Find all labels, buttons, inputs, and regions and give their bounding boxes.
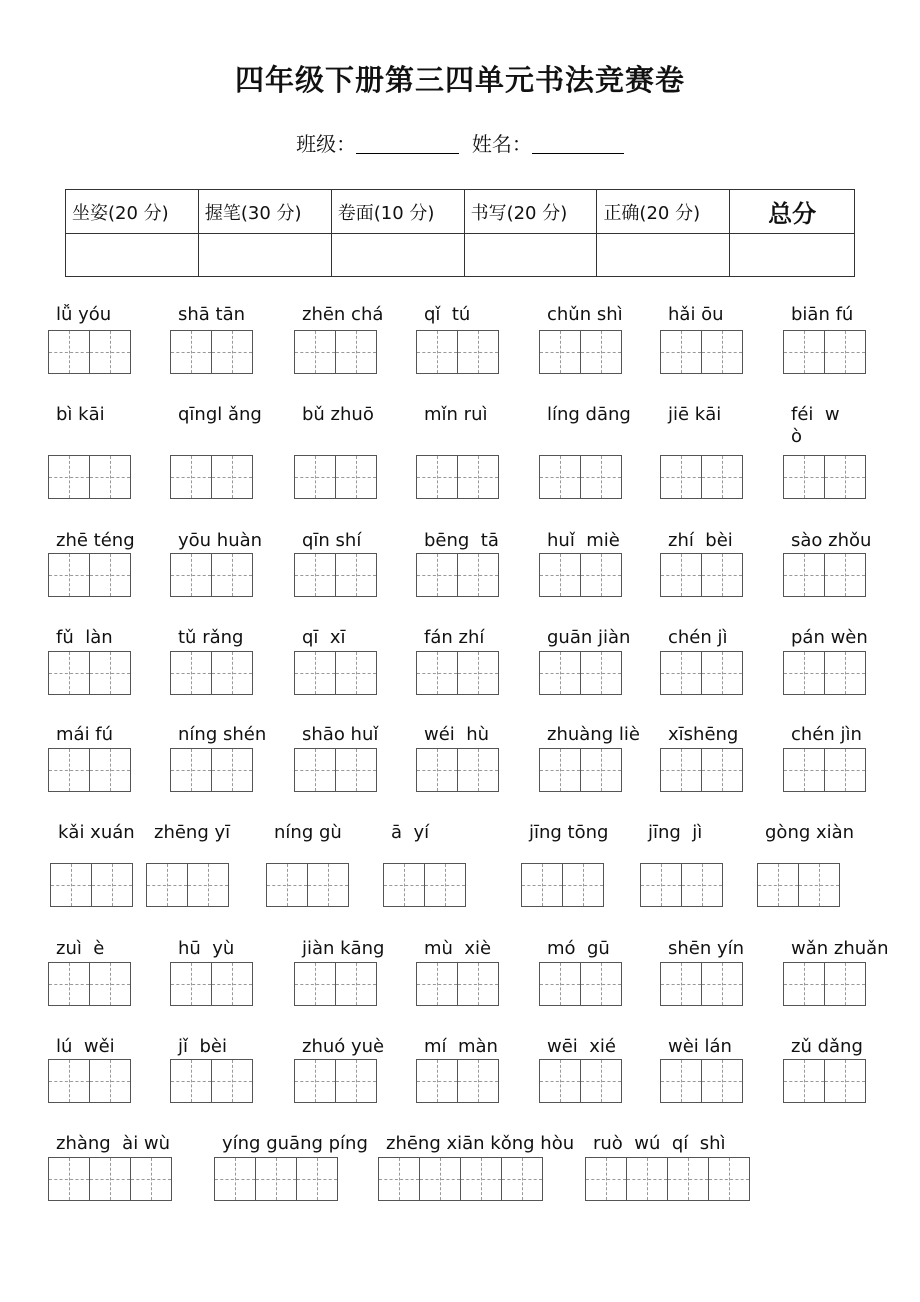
writing-grid bbox=[585, 1157, 750, 1201]
pinyin-label: zhē téng bbox=[56, 530, 135, 551]
writing-cell[interactable] bbox=[460, 1157, 502, 1201]
writing-grid bbox=[416, 651, 499, 695]
writing-grid bbox=[50, 863, 133, 907]
writing-grid bbox=[416, 330, 499, 374]
writing-cell[interactable] bbox=[48, 553, 90, 597]
pinyin-label: lú wěi bbox=[56, 1036, 115, 1057]
writing-cell[interactable] bbox=[416, 1059, 458, 1103]
score-table bbox=[65, 189, 855, 277]
writing-cell[interactable] bbox=[539, 455, 581, 499]
writing-cell[interactable] bbox=[170, 651, 212, 695]
pinyin-label: lǚ yóu bbox=[56, 304, 112, 325]
pinyin-label: chén jìn bbox=[791, 724, 862, 745]
writing-grid bbox=[214, 1157, 338, 1201]
writing-grid bbox=[48, 1157, 172, 1201]
pinyin-label: níng gù bbox=[274, 822, 342, 843]
writing-cell[interactable] bbox=[539, 748, 581, 792]
writing-grid bbox=[48, 455, 131, 499]
pinyin-label: gòng xiàn bbox=[765, 822, 855, 843]
writing-grid bbox=[416, 455, 499, 499]
writing-cell[interactable] bbox=[580, 1059, 622, 1103]
writing-cell[interactable] bbox=[457, 553, 499, 597]
writing-grid bbox=[48, 962, 131, 1006]
writing-grid bbox=[783, 455, 866, 499]
writing-cell[interactable] bbox=[48, 1157, 90, 1201]
writing-grid bbox=[660, 1059, 743, 1103]
writing-cell[interactable] bbox=[335, 748, 377, 792]
writing-cell[interactable] bbox=[416, 455, 458, 499]
score-cell[interactable] bbox=[331, 234, 464, 277]
pinyin-label: jīng jì bbox=[648, 822, 703, 843]
writing-cell[interactable] bbox=[294, 651, 336, 695]
writing-cell[interactable] bbox=[501, 1157, 543, 1201]
writing-cell[interactable] bbox=[170, 962, 212, 1006]
writing-grid bbox=[378, 1157, 543, 1201]
writing-cell[interactable] bbox=[294, 962, 336, 1006]
writing-grid bbox=[170, 962, 253, 1006]
writing-cell[interactable] bbox=[580, 962, 622, 1006]
writing-cell[interactable] bbox=[701, 962, 743, 1006]
writing-cell[interactable] bbox=[255, 1157, 297, 1201]
writing-cell[interactable] bbox=[783, 330, 825, 374]
page-title: 四年级下册第三四单元书法竞赛卷 bbox=[234, 63, 685, 97]
writing-grid bbox=[660, 748, 743, 792]
writing-cell[interactable] bbox=[335, 455, 377, 499]
score-header-writing: 书写(20 分) bbox=[464, 190, 597, 234]
pinyin-label: jīng tōng bbox=[529, 822, 609, 843]
pinyin-label: qǐ tú bbox=[424, 304, 471, 325]
pinyin-label: féi w ò bbox=[791, 404, 840, 447]
writing-cell[interactable] bbox=[266, 863, 308, 907]
writing-cell[interactable] bbox=[708, 1157, 750, 1201]
pinyin-label: jiē kāi bbox=[668, 404, 722, 425]
writing-cell[interactable] bbox=[48, 962, 90, 1006]
writing-grid bbox=[294, 553, 377, 597]
pinyin-label: biān fú bbox=[791, 304, 854, 325]
writing-grid bbox=[539, 1059, 622, 1103]
writing-cell[interactable] bbox=[824, 1059, 866, 1103]
writing-grid bbox=[539, 455, 622, 499]
score-header-grip: 握笔(30 分) bbox=[198, 190, 331, 234]
writing-grid bbox=[783, 962, 866, 1006]
writing-cell[interactable] bbox=[89, 455, 131, 499]
writing-grid bbox=[660, 962, 743, 1006]
writing-cell[interactable] bbox=[660, 553, 702, 597]
writing-cell[interactable] bbox=[660, 455, 702, 499]
writing-cell[interactable] bbox=[667, 1157, 709, 1201]
pinyin-label: mó gū bbox=[547, 938, 610, 959]
pinyin-label: mái fú bbox=[56, 724, 114, 745]
writing-cell[interactable] bbox=[701, 330, 743, 374]
writing-cell[interactable] bbox=[580, 553, 622, 597]
writing-cell[interactable] bbox=[660, 1059, 702, 1103]
name-bar bbox=[0, 128, 920, 157]
writing-cell[interactable] bbox=[457, 962, 499, 1006]
pinyin-label: zhuó yuè bbox=[302, 1036, 385, 1057]
pinyin-label: zhēng xiān kǒng hòu bbox=[386, 1133, 575, 1154]
writing-cell[interactable] bbox=[783, 455, 825, 499]
writing-cell[interactable] bbox=[170, 748, 212, 792]
pinyin-label: yōu huàn bbox=[178, 530, 263, 551]
score-value-row bbox=[66, 234, 855, 277]
pinyin-label: wèi lán bbox=[668, 1036, 732, 1057]
writing-cell[interactable] bbox=[457, 455, 499, 499]
writing-grid bbox=[521, 863, 604, 907]
pinyin-label: zhàng ài wù bbox=[56, 1133, 171, 1154]
score-cell[interactable] bbox=[66, 234, 199, 277]
pinyin-label: zhí bèi bbox=[668, 530, 733, 551]
writing-grid bbox=[783, 748, 866, 792]
pinyin-label: mù xiè bbox=[424, 938, 492, 959]
writing-cell[interactable] bbox=[89, 330, 131, 374]
writing-grid bbox=[660, 330, 743, 374]
writing-cell[interactable] bbox=[294, 748, 336, 792]
pinyin-label: ruò wú qí shì bbox=[593, 1133, 726, 1154]
writing-cell[interactable] bbox=[211, 553, 253, 597]
writing-cell[interactable] bbox=[294, 1059, 336, 1103]
writing-cell[interactable] bbox=[539, 962, 581, 1006]
writing-cell[interactable] bbox=[89, 553, 131, 597]
writing-cell[interactable] bbox=[416, 651, 458, 695]
pinyin-label: mǐn ruì bbox=[424, 404, 488, 425]
writing-cell[interactable] bbox=[48, 330, 90, 374]
writing-cell[interactable] bbox=[783, 962, 825, 1006]
writing-cell[interactable] bbox=[457, 748, 499, 792]
writing-cell[interactable] bbox=[307, 863, 349, 907]
pinyin-label: zhēn chá bbox=[302, 304, 384, 325]
pinyin-label: mí màn bbox=[424, 1036, 498, 1057]
writing-cell[interactable] bbox=[585, 1157, 627, 1201]
writing-grid bbox=[783, 651, 866, 695]
writing-cell[interactable] bbox=[660, 330, 702, 374]
writing-cell[interactable] bbox=[130, 1157, 172, 1201]
writing-cell[interactable] bbox=[824, 553, 866, 597]
pinyin-label: jǐ bèi bbox=[178, 1036, 227, 1057]
name-blank[interactable] bbox=[532, 133, 624, 154]
writing-cell[interactable] bbox=[539, 1059, 581, 1103]
writing-cell[interactable] bbox=[91, 863, 133, 907]
writing-cell[interactable] bbox=[48, 651, 90, 695]
class-blank[interactable] bbox=[356, 133, 459, 154]
score-header-row bbox=[66, 190, 855, 234]
writing-cell[interactable] bbox=[824, 748, 866, 792]
score-cell[interactable] bbox=[198, 234, 331, 277]
writing-grid bbox=[640, 863, 723, 907]
writing-cell[interactable] bbox=[701, 553, 743, 597]
pinyin-label: pán wèn bbox=[791, 627, 868, 648]
writing-cell[interactable] bbox=[214, 1157, 256, 1201]
writing-cell[interactable] bbox=[457, 651, 499, 695]
writing-cell[interactable] bbox=[701, 455, 743, 499]
writing-cell[interactable] bbox=[335, 962, 377, 1006]
writing-cell[interactable] bbox=[640, 863, 682, 907]
writing-cell[interactable] bbox=[521, 863, 563, 907]
writing-grid bbox=[48, 553, 131, 597]
writing-cell[interactable] bbox=[626, 1157, 668, 1201]
writing-grid bbox=[294, 455, 377, 499]
writing-cell[interactable] bbox=[89, 651, 131, 695]
writing-grid bbox=[660, 553, 743, 597]
writing-cell[interactable] bbox=[580, 455, 622, 499]
writing-grid bbox=[660, 455, 743, 499]
writing-cell[interactable] bbox=[416, 553, 458, 597]
writing-grid bbox=[539, 651, 622, 695]
writing-cell[interactable] bbox=[701, 651, 743, 695]
name-label: 姓名： bbox=[471, 132, 532, 156]
writing-grid bbox=[783, 553, 866, 597]
pinyin-label: níng shén bbox=[178, 724, 267, 745]
writing-cell[interactable] bbox=[424, 863, 466, 907]
writing-cell[interactable] bbox=[48, 1059, 90, 1103]
score-header-neatness: 卷面(10 分) bbox=[331, 190, 464, 234]
writing-grid bbox=[170, 1059, 253, 1103]
pinyin-label: kǎi xuán bbox=[58, 822, 135, 843]
writing-cell[interactable] bbox=[89, 748, 131, 792]
pinyin-label: zǔ dǎng bbox=[791, 1036, 863, 1057]
pinyin-label: hū yù bbox=[178, 938, 235, 959]
writing-cell[interactable] bbox=[211, 330, 253, 374]
writing-cell[interactable] bbox=[89, 1059, 131, 1103]
pinyin-label: qī xī bbox=[302, 627, 346, 648]
pinyin-label: sào zhǒu bbox=[791, 530, 872, 551]
score-header-posture: 坐姿(20 分) bbox=[66, 190, 199, 234]
score-header-total: 总分 bbox=[730, 190, 855, 234]
writing-grid bbox=[170, 553, 253, 597]
writing-grid bbox=[266, 863, 349, 907]
writing-cell[interactable] bbox=[824, 330, 866, 374]
writing-cell[interactable] bbox=[783, 1059, 825, 1103]
writing-cell[interactable] bbox=[824, 651, 866, 695]
writing-grid bbox=[294, 651, 377, 695]
writing-cell[interactable] bbox=[335, 553, 377, 597]
pinyin-label: tǔ rǎng bbox=[178, 627, 244, 648]
writing-cell[interactable] bbox=[170, 1059, 212, 1103]
writing-cell[interactable] bbox=[580, 748, 622, 792]
writing-grid bbox=[383, 863, 466, 907]
writing-cell[interactable] bbox=[783, 748, 825, 792]
writing-cell[interactable] bbox=[416, 748, 458, 792]
writing-cell[interactable] bbox=[335, 651, 377, 695]
pinyin-label: chén jì bbox=[668, 627, 728, 648]
pinyin-label: qīn shí bbox=[302, 530, 362, 551]
writing-cell[interactable] bbox=[89, 1157, 131, 1201]
writing-grid bbox=[416, 748, 499, 792]
writing-grid bbox=[294, 330, 377, 374]
writing-grid bbox=[170, 330, 253, 374]
writing-grid bbox=[294, 748, 377, 792]
writing-cell[interactable] bbox=[48, 455, 90, 499]
writing-cell[interactable] bbox=[457, 1059, 499, 1103]
score-cell[interactable] bbox=[597, 234, 730, 277]
pinyin-label: bēng tā bbox=[424, 530, 499, 551]
writing-cell[interactable] bbox=[824, 962, 866, 1006]
pinyin-label: yíng guāng píng bbox=[222, 1133, 368, 1154]
writing-cell[interactable] bbox=[701, 748, 743, 792]
writing-grid bbox=[146, 863, 229, 907]
writing-cell[interactable] bbox=[701, 1059, 743, 1103]
writing-grid bbox=[539, 553, 622, 597]
writing-grid bbox=[416, 962, 499, 1006]
writing-cell[interactable] bbox=[757, 863, 799, 907]
writing-grid bbox=[539, 962, 622, 1006]
pinyin-label: chǔn shì bbox=[547, 304, 623, 325]
writing-grid bbox=[170, 455, 253, 499]
writing-cell[interactable] bbox=[798, 863, 840, 907]
writing-grid bbox=[783, 330, 866, 374]
writing-grid bbox=[539, 748, 622, 792]
writing-cell[interactable] bbox=[211, 455, 253, 499]
writing-cell[interactable] bbox=[211, 1059, 253, 1103]
writing-cell[interactable] bbox=[294, 553, 336, 597]
writing-grid bbox=[294, 1059, 377, 1103]
pinyin-label: ā yí bbox=[391, 822, 430, 843]
pinyin-label: wéi hù bbox=[424, 724, 490, 745]
writing-grid bbox=[539, 330, 622, 374]
writing-cell[interactable] bbox=[539, 553, 581, 597]
pinyin-label: bì kāi bbox=[56, 404, 105, 425]
writing-cell[interactable] bbox=[419, 1157, 461, 1201]
pinyin-label: hǎi ōu bbox=[668, 304, 724, 325]
writing-cell[interactable] bbox=[378, 1157, 420, 1201]
pinyin-label: huǐ miè bbox=[547, 530, 620, 551]
writing-cell[interactable] bbox=[48, 748, 90, 792]
writing-cell[interactable] bbox=[294, 455, 336, 499]
writing-cell[interactable] bbox=[187, 863, 229, 907]
writing-cell[interactable] bbox=[457, 330, 499, 374]
writing-grid bbox=[170, 748, 253, 792]
writing-grid bbox=[660, 651, 743, 695]
writing-cell[interactable] bbox=[783, 553, 825, 597]
writing-grid bbox=[416, 553, 499, 597]
writing-cell[interactable] bbox=[681, 863, 723, 907]
writing-grid bbox=[170, 651, 253, 695]
writing-grid bbox=[416, 1059, 499, 1103]
writing-cell[interactable] bbox=[580, 330, 622, 374]
writing-cell[interactable] bbox=[539, 330, 581, 374]
writing-cell[interactable] bbox=[294, 330, 336, 374]
writing-grid bbox=[48, 748, 131, 792]
pinyin-label: xīshēng bbox=[668, 724, 739, 745]
writing-cell[interactable] bbox=[580, 651, 622, 695]
writing-cell[interactable] bbox=[383, 863, 425, 907]
pinyin-label: shāo huǐ bbox=[302, 724, 379, 745]
class-label: 班级： bbox=[296, 132, 357, 156]
writing-cell[interactable] bbox=[335, 1059, 377, 1103]
writing-cell[interactable] bbox=[296, 1157, 338, 1201]
pinyin-label: zhuàng liè bbox=[547, 724, 640, 745]
pinyin-label: shā tān bbox=[178, 304, 246, 325]
score-cell[interactable] bbox=[464, 234, 597, 277]
writing-cell[interactable] bbox=[416, 330, 458, 374]
writing-grid bbox=[757, 863, 840, 907]
writing-cell[interactable] bbox=[335, 330, 377, 374]
pinyin-label: wǎn zhuǎn bbox=[791, 938, 889, 959]
writing-cell[interactable] bbox=[146, 863, 188, 907]
writing-cell[interactable] bbox=[50, 863, 92, 907]
writing-cell[interactable] bbox=[562, 863, 604, 907]
pinyin-label: bǔ zhuō bbox=[302, 404, 374, 425]
writing-grid bbox=[48, 330, 131, 374]
writing-cell[interactable] bbox=[660, 748, 702, 792]
score-header-accuracy: 正确(20 分) bbox=[597, 190, 730, 234]
writing-cell[interactable] bbox=[211, 651, 253, 695]
pinyin-label: shēn yín bbox=[668, 938, 745, 959]
writing-grid bbox=[294, 962, 377, 1006]
writing-cell[interactable] bbox=[824, 455, 866, 499]
writing-cell[interactable] bbox=[170, 330, 212, 374]
pinyin-label: guān jiàn bbox=[547, 627, 631, 648]
writing-cell[interactable] bbox=[539, 651, 581, 695]
writing-cell[interactable] bbox=[89, 962, 131, 1006]
pinyin-label: zuì è bbox=[56, 938, 105, 959]
pinyin-label: zhēng yī bbox=[154, 822, 231, 843]
pinyin-label: qīngl ǎng bbox=[178, 404, 262, 425]
writing-cell[interactable] bbox=[170, 553, 212, 597]
pinyin-label: fán zhí bbox=[424, 627, 485, 648]
writing-cell[interactable] bbox=[211, 748, 253, 792]
writing-cell[interactable] bbox=[170, 455, 212, 499]
pinyin-label: jiàn kāng bbox=[302, 938, 385, 959]
writing-cell[interactable] bbox=[660, 962, 702, 1006]
pinyin-label: wēi xié bbox=[547, 1036, 616, 1057]
writing-cell[interactable] bbox=[416, 962, 458, 1006]
pinyin-label: líng dāng bbox=[547, 404, 631, 425]
writing-grid bbox=[783, 1059, 866, 1103]
writing-cell[interactable] bbox=[783, 651, 825, 695]
writing-grid bbox=[48, 1059, 131, 1103]
writing-cell[interactable] bbox=[660, 651, 702, 695]
writing-grid bbox=[48, 651, 131, 695]
score-cell[interactable] bbox=[730, 234, 855, 277]
pinyin-label: fǔ làn bbox=[56, 627, 113, 648]
writing-cell[interactable] bbox=[211, 962, 253, 1006]
